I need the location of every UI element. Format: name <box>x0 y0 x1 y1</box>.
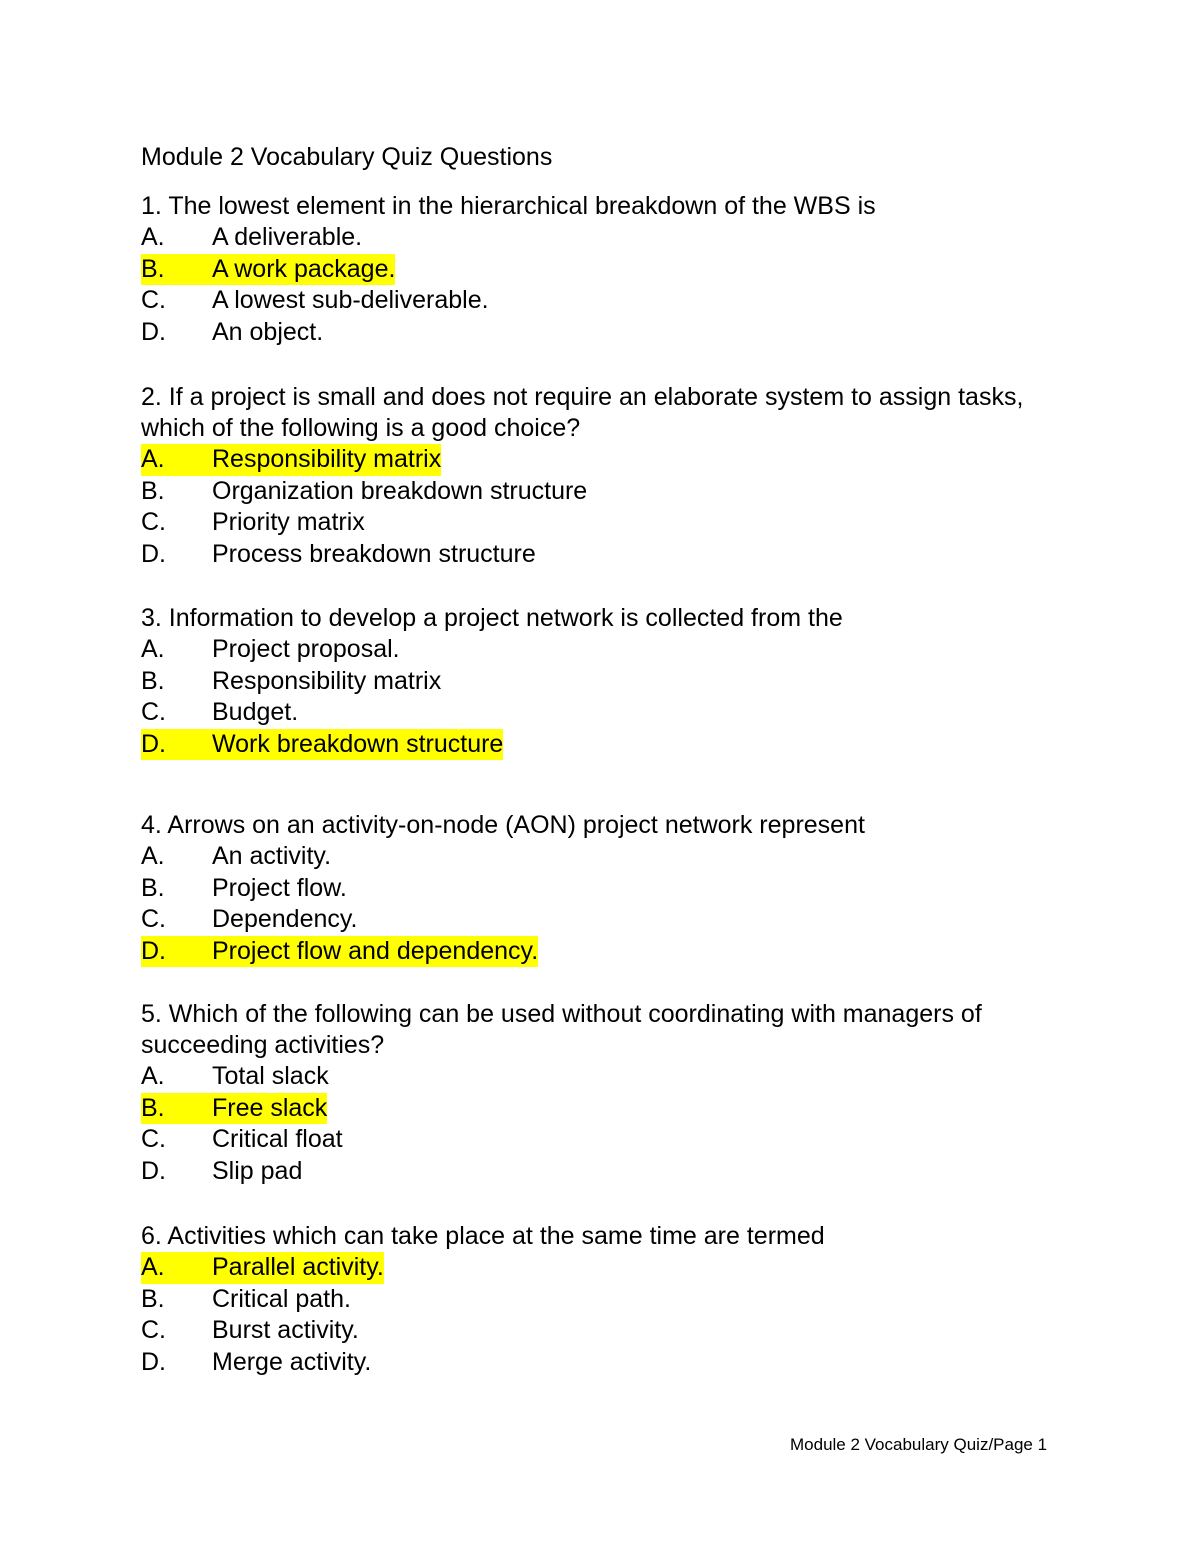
question-text: 4. Arrows on an activity-on-node (AON) project network represent <box>141 811 865 839</box>
page-footer: Module 2 Vocabulary Quiz/Page 1 <box>790 1435 1048 1454</box>
option-text: Organization breakdown structure <box>212 476 588 505</box>
question-text: 2. If a project is small and does not require an elaborate system to assign tasks, which of the following is a good choice? <box>141 383 1024 442</box>
option-letter: A. <box>141 842 165 870</box>
document-title: Module 2 Vocabulary Quiz Questions <box>141 143 553 171</box>
question-6 <box>141 1221 1061 1378</box>
option-d <box>141 317 1061 349</box>
option-c <box>141 697 1061 729</box>
option-text: Project flow. <box>212 873 347 902</box>
option-b-answer <box>141 254 1061 286</box>
option-text: Priority matrix <box>212 508 365 536</box>
option-c <box>141 1315 1061 1347</box>
option-text: Work breakdown structure <box>212 729 504 758</box>
question-2 <box>141 382 1061 570</box>
question-3 <box>141 603 1061 760</box>
option-d <box>141 1347 1061 1379</box>
option-letter: D. <box>141 317 166 346</box>
option-letter: A. <box>141 445 165 473</box>
question-5 <box>141 999 1061 1187</box>
option-text: Project proposal. <box>212 635 400 663</box>
option-text: Merge activity. <box>212 1347 372 1376</box>
option-letter: B. <box>141 254 165 283</box>
option-letter: B. <box>141 666 165 695</box>
option-text: An activity. <box>212 842 332 870</box>
option-letter: A. <box>141 635 165 663</box>
option-a-answer <box>141 444 1061 476</box>
option-text: A lowest sub-deliverable. <box>212 286 489 314</box>
option-text: Dependency. <box>212 905 358 933</box>
option-text: An object. <box>212 317 324 346</box>
question-1 <box>141 191 1061 348</box>
question-4 <box>141 810 1061 967</box>
option-letter: D. <box>141 1347 166 1376</box>
question-text: 6. Activities which can take place at the same time are termed <box>141 1222 825 1250</box>
option-c <box>141 1124 1061 1156</box>
option-b <box>141 666 1061 698</box>
option-letter: C. <box>141 698 166 726</box>
option-letter: B. <box>141 873 165 902</box>
option-letter: A. <box>141 1253 165 1281</box>
option-a <box>141 1061 1061 1093</box>
option-text: Slip pad <box>212 1156 303 1185</box>
option-text: Budget. <box>212 698 299 726</box>
option-text: Project flow and dependency. <box>212 936 539 965</box>
question-text: 1. The lowest element in the hierarchical breakdown of the WBS is <box>141 192 876 220</box>
option-text: Burst activity. <box>212 1316 359 1344</box>
option-text: Critical path. <box>212 1284 351 1313</box>
option-letter: B. <box>141 1284 165 1313</box>
option-letter: A. <box>141 223 165 251</box>
option-letter: B. <box>141 1093 165 1122</box>
option-text: Free slack <box>212 1093 328 1122</box>
option-letter: D. <box>141 936 166 965</box>
option-text: Responsibility matrix <box>212 445 442 473</box>
option-d <box>141 539 1061 571</box>
option-b <box>141 1284 1061 1316</box>
option-a <box>141 634 1061 666</box>
option-d-answer <box>141 936 1061 968</box>
option-d <box>141 1156 1061 1188</box>
option-a-answer <box>141 1252 1061 1284</box>
option-b <box>141 873 1061 905</box>
option-c <box>141 904 1061 936</box>
option-text: Process breakdown structure <box>212 539 536 568</box>
option-letter: C. <box>141 905 166 933</box>
option-letter: D. <box>141 729 166 758</box>
option-c <box>141 285 1061 317</box>
option-letter: D. <box>141 1156 166 1185</box>
option-c <box>141 507 1061 539</box>
option-letter: A. <box>141 1062 165 1090</box>
option-letter: C. <box>141 1316 166 1344</box>
option-letter: C. <box>141 508 166 536</box>
option-a <box>141 841 1061 873</box>
option-a <box>141 222 1061 254</box>
option-d-answer <box>141 729 1061 761</box>
option-text: A work package. <box>212 254 396 283</box>
option-letter: D. <box>141 539 166 568</box>
option-b-answer <box>141 1093 1061 1125</box>
option-text: Total slack <box>212 1062 329 1090</box>
option-text: Critical float <box>212 1125 343 1153</box>
option-text: Responsibility matrix <box>212 666 442 695</box>
question-text: 5. Which of the following can be used without coordinating with managers of succeeding activities? <box>141 1000 982 1059</box>
option-b <box>141 476 1061 508</box>
option-letter: C. <box>141 1125 166 1153</box>
option-letter: B. <box>141 476 165 505</box>
option-letter: C. <box>141 286 166 314</box>
question-text: 3. Information to develop a project network is collected from the <box>141 604 843 632</box>
option-text: Parallel activity. <box>212 1253 384 1281</box>
option-text: A deliverable. <box>212 223 363 251</box>
